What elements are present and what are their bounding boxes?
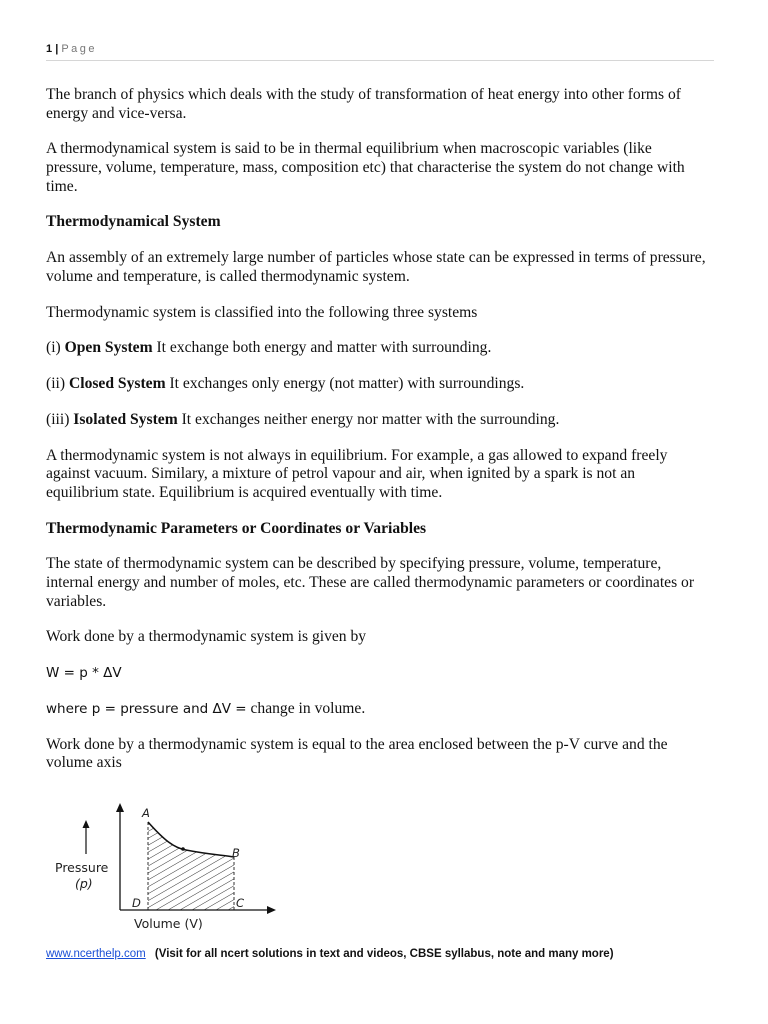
paragraph-classification: Thermodynamic system is classified into the following three systems xyxy=(46,303,478,321)
header-divider xyxy=(46,60,714,61)
page-label: Page xyxy=(61,43,98,55)
footer-note: (Visit for all ncert solutions in text and videos, CBSE syllabus, note and many more) xyxy=(154,948,614,960)
term-open-system: Open System xyxy=(64,339,153,357)
paragraph-parameters: The state of thermodynamic system can be described by specifying pressure, volume, temperature, internal energy and number of moles, etc. These are called thermodynamic parameters or coordinates or variables. xyxy=(46,555,695,610)
paragraph-system-definition: An assembly of an extremely large number of particles whose state can be expressed in terms of pressure, volume and temperature, is called thermodynamic system. xyxy=(46,249,706,285)
heading-thermodynamical-system: Thermodynamical System xyxy=(46,213,221,231)
list-item-number: (i) xyxy=(46,339,61,357)
heading-thermodynamic-parameters: Thermodynamic Parameters or Coordinates or Variables xyxy=(46,519,427,537)
point-c-label: C xyxy=(236,896,245,910)
formula-where-math: where p = pressure and ΔV = xyxy=(46,700,247,717)
x-axis-arrow xyxy=(267,906,276,914)
paragraph-definition: The branch of physics which deals with the study of transformation of heat energy into other forms of energy and vice-versa. xyxy=(46,86,681,122)
pv-diagram xyxy=(46,800,286,940)
list-item-text: It exchange both energy and matter with surrounding. xyxy=(156,339,492,357)
list-item-text: It exchanges neither energy nor matter with the surrounding. xyxy=(181,410,560,428)
list-item-text: It exchanges only energy (not matter) with surroundings. xyxy=(169,375,525,393)
page-separator: | xyxy=(55,43,59,55)
point-b-label: B xyxy=(232,846,240,860)
curve-point xyxy=(181,847,185,851)
paragraph-work-area: Work done by a thermodynamic system is equal to the area enclosed between the p-V curve and the volume axis xyxy=(46,735,668,772)
y-axis-arrow xyxy=(116,803,124,812)
page-footer xyxy=(46,948,726,960)
paragraph-equilibrium-example: A thermodynamic system is not always in equilibrium. For example, a gas allowed to expand freely against vacuum. Similary, a mixture of petrol vapour and air, when ignited by a spark is not an equilibrium state. Equilibrium is acquired eventually with time. xyxy=(46,446,668,501)
pressure-arrow-head xyxy=(83,820,90,828)
formula-work-done: W = p * ΔV xyxy=(46,665,122,682)
formula-where-text: change in volume. xyxy=(250,699,366,717)
footer-link[interactable]: www.ncerthelp.com xyxy=(46,948,146,960)
list-item-closed-system xyxy=(46,375,710,394)
paragraph-formula-where xyxy=(46,700,710,719)
point-a-label: A xyxy=(142,806,150,820)
term-closed-system: Closed System xyxy=(68,375,166,393)
list-item-open-system xyxy=(46,339,710,358)
y-axis-symbol: (p) xyxy=(75,876,93,891)
term-isolated-system: Isolated System xyxy=(73,410,178,428)
page-number: 1 xyxy=(46,43,53,55)
list-item-isolated-system xyxy=(46,411,710,430)
point-d-label: D xyxy=(132,896,141,910)
list-item-number: (ii) xyxy=(46,375,66,393)
list-item-number: (iii) xyxy=(46,410,70,428)
paragraph-thermal-equilibrium: A thermodynamical system is said to be in thermal equilibrium when macroscopic variables (like pressure, volume, temperature, mass, composition etc) that characterise the system do not change with time. xyxy=(46,140,685,195)
document-body xyxy=(46,86,710,790)
y-axis-label: Pressure xyxy=(55,860,109,875)
paragraph-work-done-intro: Work done by a thermodynamic system is given by xyxy=(46,628,367,646)
page-header xyxy=(46,43,714,55)
x-axis-label: Volume (V) xyxy=(134,916,203,931)
